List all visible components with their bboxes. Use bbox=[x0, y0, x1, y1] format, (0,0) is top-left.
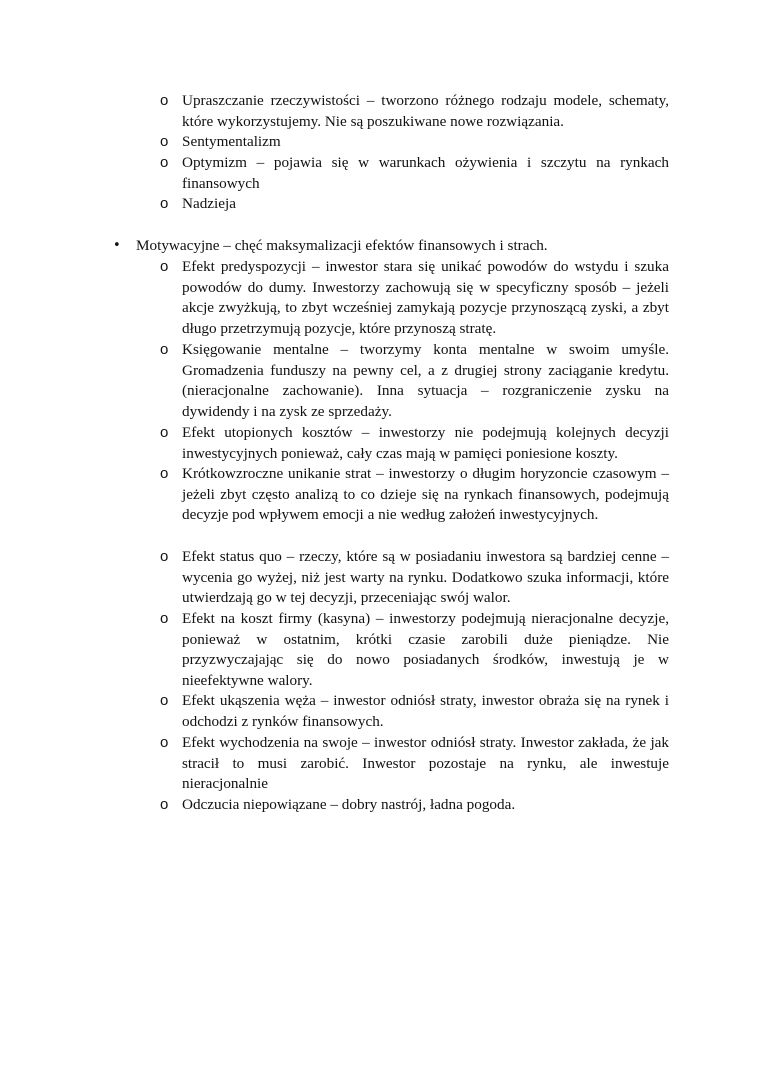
list-item-efekt-ukaszenia-weza: Efekt ukąszenia węża – inwestor odniósł straty, inwestor obraża się na rynek i odchodzi z rynków finansowych. bbox=[182, 692, 669, 730]
list-item-ksiegowanie-mentalne: Księgowanie mentalne – tworzymy konta mentalne w swoim umyśle. Gromadzenia funduszy na pewny cel, a z drugiej strony zaciąganie kredytu. (nieracjonalne zachowanie). Inna sytuacja – rozgraniczenie zysku na dywidendy i na zysk ze sprzedaży. bbox=[182, 341, 669, 421]
list-marker-circle: o bbox=[160, 195, 169, 212]
list-item-odczucia-niepowiazane: Odczucia niepowiązane – dobry nastrój, ładna pogoda. bbox=[182, 796, 516, 813]
list-item-efekt-wychodzenia-na-swoje: Efekt wychodzenia na swoje – inwestor odniósł straty. Inwestor zakłada, że jak stracił to musi zarobić. Inwestor pozostaje na rynku, ale inwestuje nieracjonalnie bbox=[182, 734, 669, 793]
list-marker-circle: o bbox=[160, 258, 169, 275]
list-item-motywacyjne: Motywacyjne – chęć maksymalizacji efektów finansowych i strach. bbox=[136, 237, 548, 254]
list-marker-circle: o bbox=[160, 341, 169, 358]
list-marker-bullet: • bbox=[113, 238, 121, 253]
list-marker-circle: o bbox=[160, 424, 169, 441]
list-marker-circle: o bbox=[160, 92, 169, 109]
list-item-nadzieja: Nadzieja bbox=[182, 195, 236, 212]
list-marker-circle: o bbox=[160, 548, 169, 565]
list-item-efekt-status-quo: Efekt status quo – rzeczy, które są w posiadaniu inwestora są bardziej cenne – wycenia go wyżej, niż jest warty na rynku. Dodatkowo szuka informacji, które utwierdzają go w tej decyzji, przeceniając swój walor. bbox=[182, 548, 669, 607]
list-item-sentymentalizm: Sentymentalizm bbox=[182, 133, 281, 150]
list-marker-circle: o bbox=[160, 692, 169, 709]
list-marker-circle: o bbox=[160, 133, 169, 150]
list-item-optymizm: Optymizm – pojawia się w warunkach ożywienia i szczytu na rynkach finansowych bbox=[182, 154, 669, 192]
list-item-upraszczanie: Upraszczanie rzeczywistości – tworzono różnego rodzaju modele, schematy, które wykorzystujemy. Nie są poszukiwane nowe rozwiązania. bbox=[182, 92, 669, 130]
list-item-krotkowzroczne-unikanie-strat: Krótkowzroczne unikanie strat – inwestorzy o długim horyzoncie czasowym – jeżeli zbyt często analizą to co dzieje się na rynkach finansowych, podejmują decyzje pod wpływem emocji a nie według założeń inwestycyjnych. bbox=[182, 465, 669, 524]
list-marker-circle: o bbox=[160, 796, 169, 813]
list-marker-circle: o bbox=[160, 154, 169, 171]
list-marker-circle: o bbox=[160, 734, 169, 751]
list-marker-circle: o bbox=[160, 465, 169, 482]
list-item-efekt-predyspozycji: Efekt predyspozycji – inwestor stara się unikać powodów do wstydu i szuka powodów do dumy. Inwestorzy zachowują się w specyficzny sposób – jeżeli akcje zwyżkują, to zbyt wcześniej zamykają pozycje przynoszącą zyski, a zbyt długo przetrzymują pozycje, które przynoszą stratę. bbox=[182, 258, 669, 338]
list-item-efekt-utopionych-kosztow: Efekt utopionych kosztów – inwestorzy nie podejmują kolejnych decyzji inwestycyjnych ponieważ, cały czas mają w pamięci poniesione koszty. bbox=[182, 424, 669, 462]
list-marker-circle: o bbox=[160, 610, 169, 627]
list-item-efekt-na-koszt-firmy: Efekt na koszt firmy (kasyna) – inwestorzy podejmują nieracjonalne decyzje, ponieważ w ostatnim, krótki czasie zarobili duże pieniądze. Nie przyzwyczajając się do nowo posiadanych środków, inwestują je w nieefektywne walory. bbox=[182, 610, 669, 690]
